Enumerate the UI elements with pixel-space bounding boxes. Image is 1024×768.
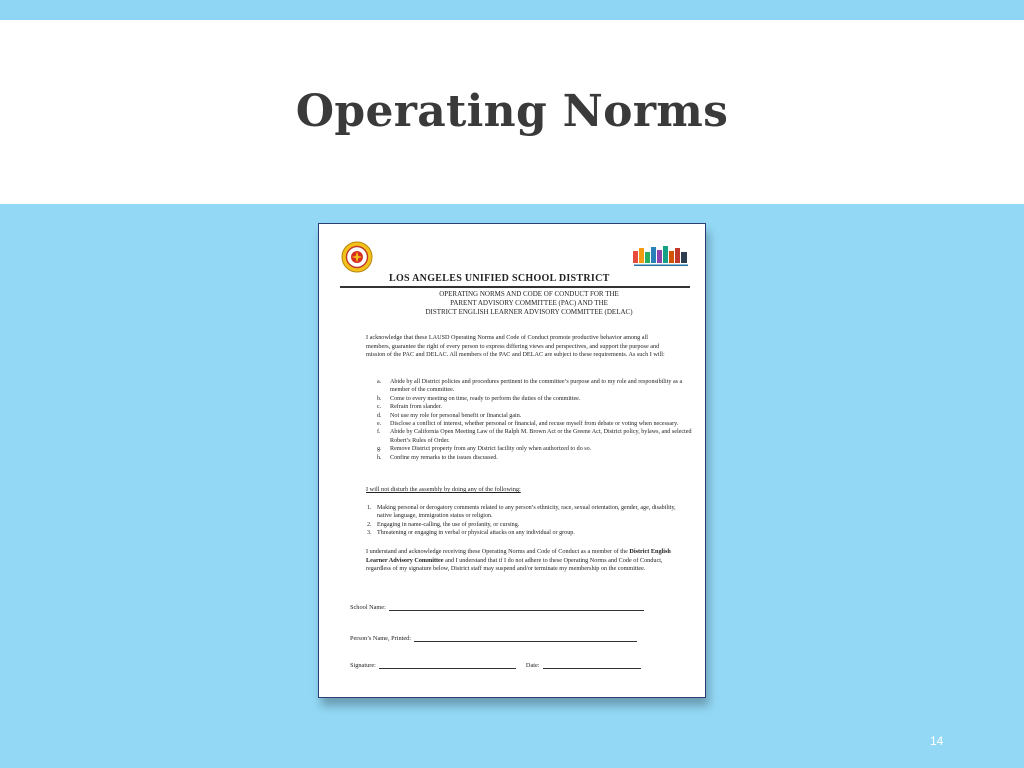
lausd-seal-icon <box>341 241 373 273</box>
person-name-label: Person’s Name, Printed: <box>350 635 412 642</box>
top-band <box>0 0 1024 20</box>
list-marker: e. <box>377 421 382 428</box>
ack-committee-name: District English Learner Advisory Committee <box>366 548 671 564</box>
list-marker: d. <box>377 412 382 419</box>
signature-field <box>350 661 641 669</box>
list-marker: a. <box>377 379 382 385</box>
disturb-list <box>367 504 677 538</box>
list-item <box>377 454 697 462</box>
list-marker: h. <box>377 454 382 461</box>
list-text: Abide by all District policies and procedures pertinent to the committee’s purpose and to my role and responsibility as a member of the committee. <box>390 379 683 394</box>
list-marker: f. <box>377 429 381 436</box>
list-marker: c. <box>377 404 382 411</box>
person-name-line <box>414 634 637 642</box>
list-text: Threatening or engaging in verbal or physical attacks on any individual or group. <box>377 530 575 537</box>
ack-text: and I understand that if I do not adhere to these Operating Norms and Code of Conduct, regardless of my signature below, District staff may suspend and/or terminate my membership on the committee. <box>366 556 663 573</box>
not-disturb-heading: I will not disturb the assembly by doing any of the following: <box>366 486 521 493</box>
list-item <box>377 395 697 403</box>
intro-paragraph: I acknowledge that these LAUSD Operating Norms and Code of Conduct promote productive behavior among all members, guarantee the right of every person to express differing views and perspectives, and support the purpose and mission of the PAC and DELAC. All members of the PAC and DELAC are subject to these requirements. As such I will: <box>366 334 665 359</box>
header-rule <box>340 286 690 288</box>
list-item <box>367 529 677 537</box>
signature-label: Signature: <box>350 662 376 669</box>
list-item <box>377 403 697 411</box>
parent-center-logo-icon <box>631 244 691 268</box>
list-text: Remove District property from any District facility only when authorized to do so. <box>390 446 592 453</box>
list-text: Come to every meeting on time, ready to perform the duties of the committee. <box>390 395 581 402</box>
list-item <box>377 378 697 395</box>
list-text: Refrain from slander. <box>390 404 442 411</box>
list-marker: 3. <box>367 530 372 537</box>
document-subtitle <box>379 290 679 317</box>
list-item <box>377 420 697 428</box>
list-item <box>377 412 697 420</box>
person-name-field <box>350 634 637 642</box>
list-text: Making personal or derogatory comments related to any person’s ethnicity, race, sexual orientation, gender, age, disability, native language, immigration status or religion. <box>377 505 676 520</box>
slide-title: Operating Norms <box>295 86 729 137</box>
list-marker: g. <box>377 446 382 453</box>
signature-line <box>379 661 516 669</box>
acknowledgement-paragraph <box>366 548 671 574</box>
subtitle-line: DISTRICT ENGLISH LEARNER ADVISORY COMMITTEE (DELAC) <box>425 308 633 316</box>
will-list <box>377 378 697 462</box>
list-item <box>367 504 677 521</box>
list-text: Disclose a conflict of interest, whether personal or financial, and recuse myself from debate or voting when necessary. <box>390 421 679 428</box>
subtitle-line: OPERATING NORMS AND CODE OF CONDUCT FOR THE <box>439 290 619 298</box>
list-marker: b. <box>377 395 382 402</box>
date-line <box>543 661 641 669</box>
page-number: 14 <box>930 734 944 748</box>
district-name: LOS ANGELES UNIFIED SCHOOL DISTRICT <box>389 273 610 284</box>
list-marker: 1. <box>367 505 372 511</box>
list-marker: 2. <box>367 521 372 528</box>
school-name-line <box>389 603 644 611</box>
subtitle-line: PARENT ADVISORY COMMITTEE (PAC) AND THE <box>450 299 608 307</box>
list-text: Not use my role for personal benefit or financial gain. <box>390 412 522 419</box>
list-text: Abide by California Open Meeting Law of the Ralph M. Brown Act or the Greene Act, District policy, bylaws, and selected Robert’s Rules of Order. <box>390 429 692 444</box>
ack-text: I understand and acknowledge receiving these Operating Norms and Code of Conduct as a member of the <box>366 548 630 555</box>
list-item <box>377 445 697 453</box>
document-image <box>318 223 706 698</box>
school-name-label: School Name: <box>350 604 386 611</box>
list-item <box>367 521 677 529</box>
school-name-field <box>350 603 644 611</box>
list-text: Confine my remarks to the issues discussed. <box>390 454 498 461</box>
date-label: Date: <box>525 662 540 669</box>
list-text: Engaging in name-calling, the use of profanity, or cursing. <box>377 521 520 528</box>
list-item <box>377 428 697 445</box>
